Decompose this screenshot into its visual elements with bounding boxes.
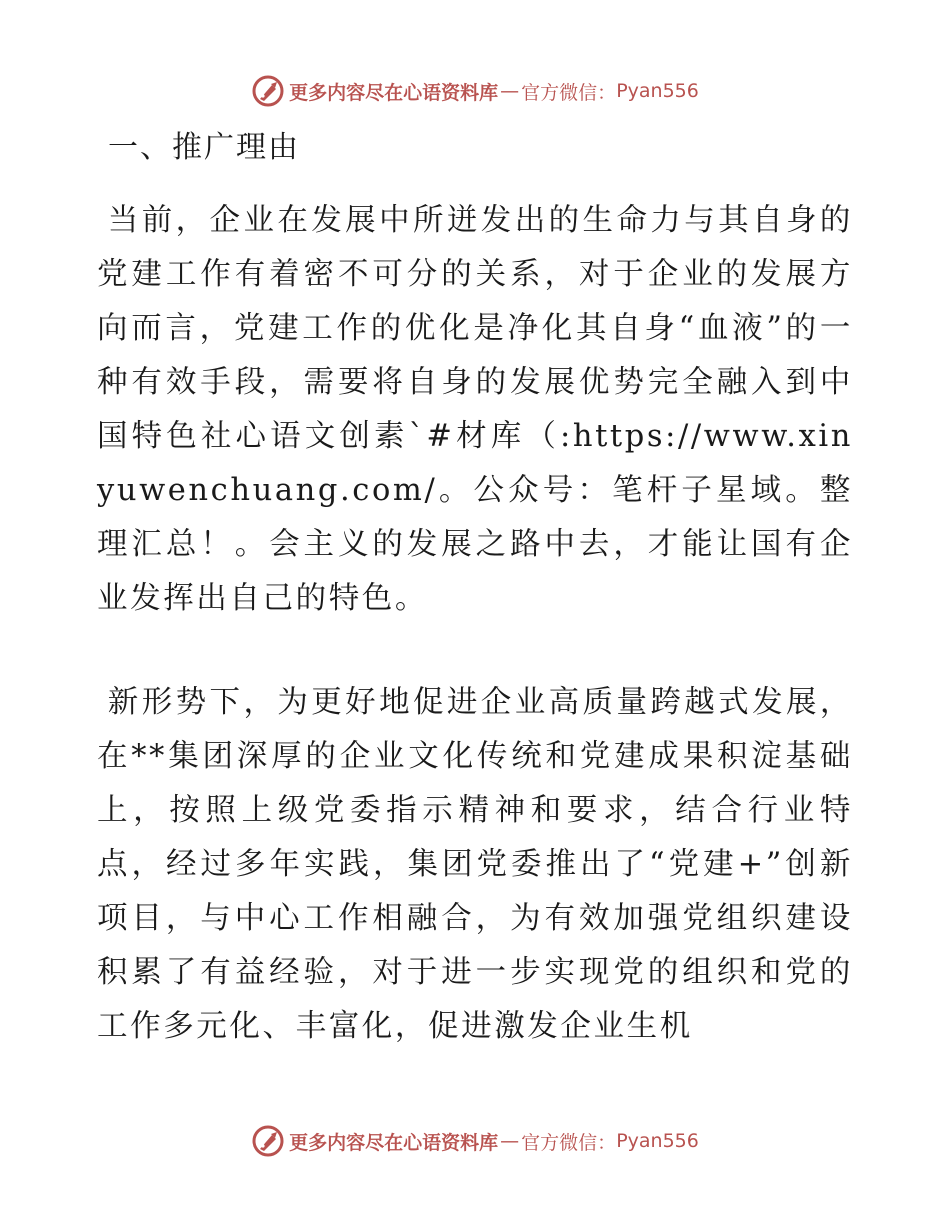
paragraph-2-text: 新形势下，为更好地促进企业高质量跨越式发展，在**集团深厚的企业文化传统和党建成果积淀基础上，按照上级党委指示精神和要求，结合行业特点，经过多年实践，集团党委推出了“党建+”创新项目，与中心工作相融合，为有效加强党组织建设积累了有益经验，对于进一步实现党的组织和党的工作多元化、丰富化，促进激发企业生机 — [97, 685, 853, 1044]
watermark-wechat-id: Pyan556 — [616, 1130, 699, 1152]
watermark-wechat-label: 官方微信： — [521, 1131, 617, 1154]
paragraph-2 — [97, 676, 853, 1054]
watermark-separator: — — [500, 80, 520, 102]
paragraph-1-text: 当前，企业在发展中所迸发出的生命力与其自身的党建工作有着密不可分的关系，对于企业的发展方向而言，党建工作的优化是净化其自身“血液”的一种有效手段，需要将自身的发展优势完全融入到中国特色社心语文创素`#材库（:https://www.xinyuwenchuang.com/。公众号：笔杆子星域。整理汇总！。会主义的发展之路中去，才能让国有企业发挥出自己的特色。 — [97, 203, 853, 616]
watermark-main-text: 更多内容尽在心语资料库 — [289, 1131, 499, 1154]
header-watermark — [0, 71, 950, 111]
watermark-main-text: 更多内容尽在心语资料库 — [289, 81, 499, 104]
watermark-wechat-id: Pyan556 — [616, 80, 699, 102]
paragraph-1 — [97, 194, 853, 626]
pen-nib-logo-icon — [251, 74, 285, 108]
watermark-separator: — — [500, 1130, 520, 1152]
pen-nib-logo-icon — [251, 1124, 285, 1158]
footer-watermark — [0, 1121, 950, 1161]
watermark-wechat-label: 官方微信： — [521, 81, 617, 104]
section-heading: 一、推广理由 — [108, 130, 300, 165]
